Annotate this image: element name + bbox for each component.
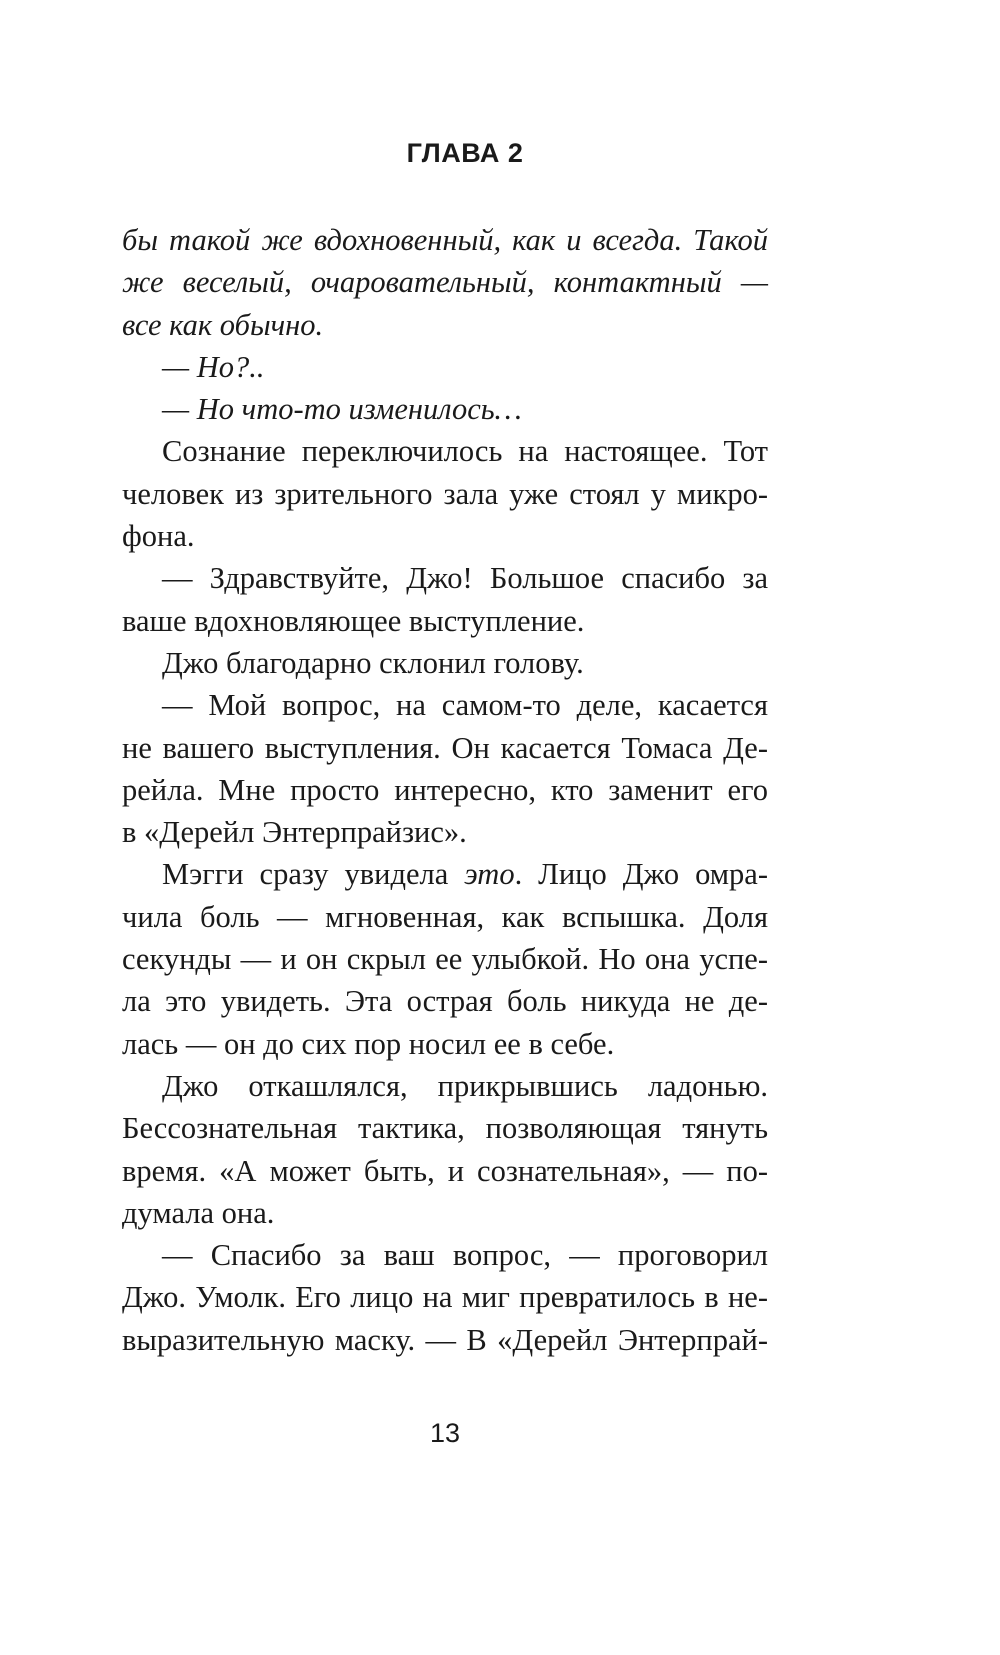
running-head-chapter: ГЛАВА 2 xyxy=(406,138,524,168)
text-line: в «Дерейл Энтерпрайзис». xyxy=(122,815,467,850)
text-line: же веселый, очаровательный, контактный — xyxy=(122,265,768,300)
text-line: чила боль — мгновенная, как вспышка. Доля xyxy=(122,899,768,934)
text-line: лась — он до сих пор носил ее в себе. xyxy=(122,1026,615,1061)
text-line: ла это увидеть. Эта острая боль никуда не де- xyxy=(122,984,768,1019)
text-line: Бессознательная тактика, позволяющая тянуть xyxy=(122,1111,768,1146)
text-line: — Спасибо за ваш вопрос, — проговорил xyxy=(162,1238,768,1273)
text-line: фона. xyxy=(122,519,195,554)
page-number: 13 xyxy=(429,1418,461,1448)
text-line: думала она. xyxy=(122,1195,275,1230)
text-line: Сознание переключилось на настоящее. Тот xyxy=(162,434,768,469)
text-line: не вашего выступления. Он касается Томаса Де- xyxy=(122,730,768,765)
text-line: Джо откашлялся, прикрывшись ладонью. xyxy=(162,1068,768,1103)
text-line: рейла. Мне просто интересно, кто заменит его xyxy=(122,772,768,807)
text-line: все как обычно. xyxy=(122,307,324,342)
text-line: выразительную маску. — В «Дерейл Энтерпрай- xyxy=(122,1322,768,1357)
text-line: человек из зрительного зала уже стоял у микро- xyxy=(122,476,768,511)
text-line: Джо благодарно склонил голову. xyxy=(162,645,584,680)
body-text xyxy=(122,219,768,1361)
text-run: Мэгги сразу увидела xyxy=(162,857,465,892)
text-line: секунды — и он скрыл ее улыбкой. Но она успе- xyxy=(122,942,768,977)
text-run: . Лицо Джо омра- xyxy=(514,857,768,892)
text-line xyxy=(122,853,768,895)
text-line: — Мой вопрос, на самом-то деле, касается xyxy=(162,688,768,723)
text-line: Джо. Умолк. Его лицо на миг превратилось в не- xyxy=(122,1280,768,1315)
text-line: время. «А может быть, и сознательная», — по- xyxy=(122,1153,768,1188)
emphasis-word: это xyxy=(464,857,515,892)
text-line: — Здравствуйте, Джо! Большое спасибо за xyxy=(162,561,768,596)
text-line: — Но?.. xyxy=(162,349,265,384)
text-line: бы такой же вдохновенный, как и всегда. Такой xyxy=(122,223,768,257)
text-line: ваше вдохновляющее выступление. xyxy=(122,603,585,638)
text-line: — Но что-то изменилось… xyxy=(162,392,522,427)
